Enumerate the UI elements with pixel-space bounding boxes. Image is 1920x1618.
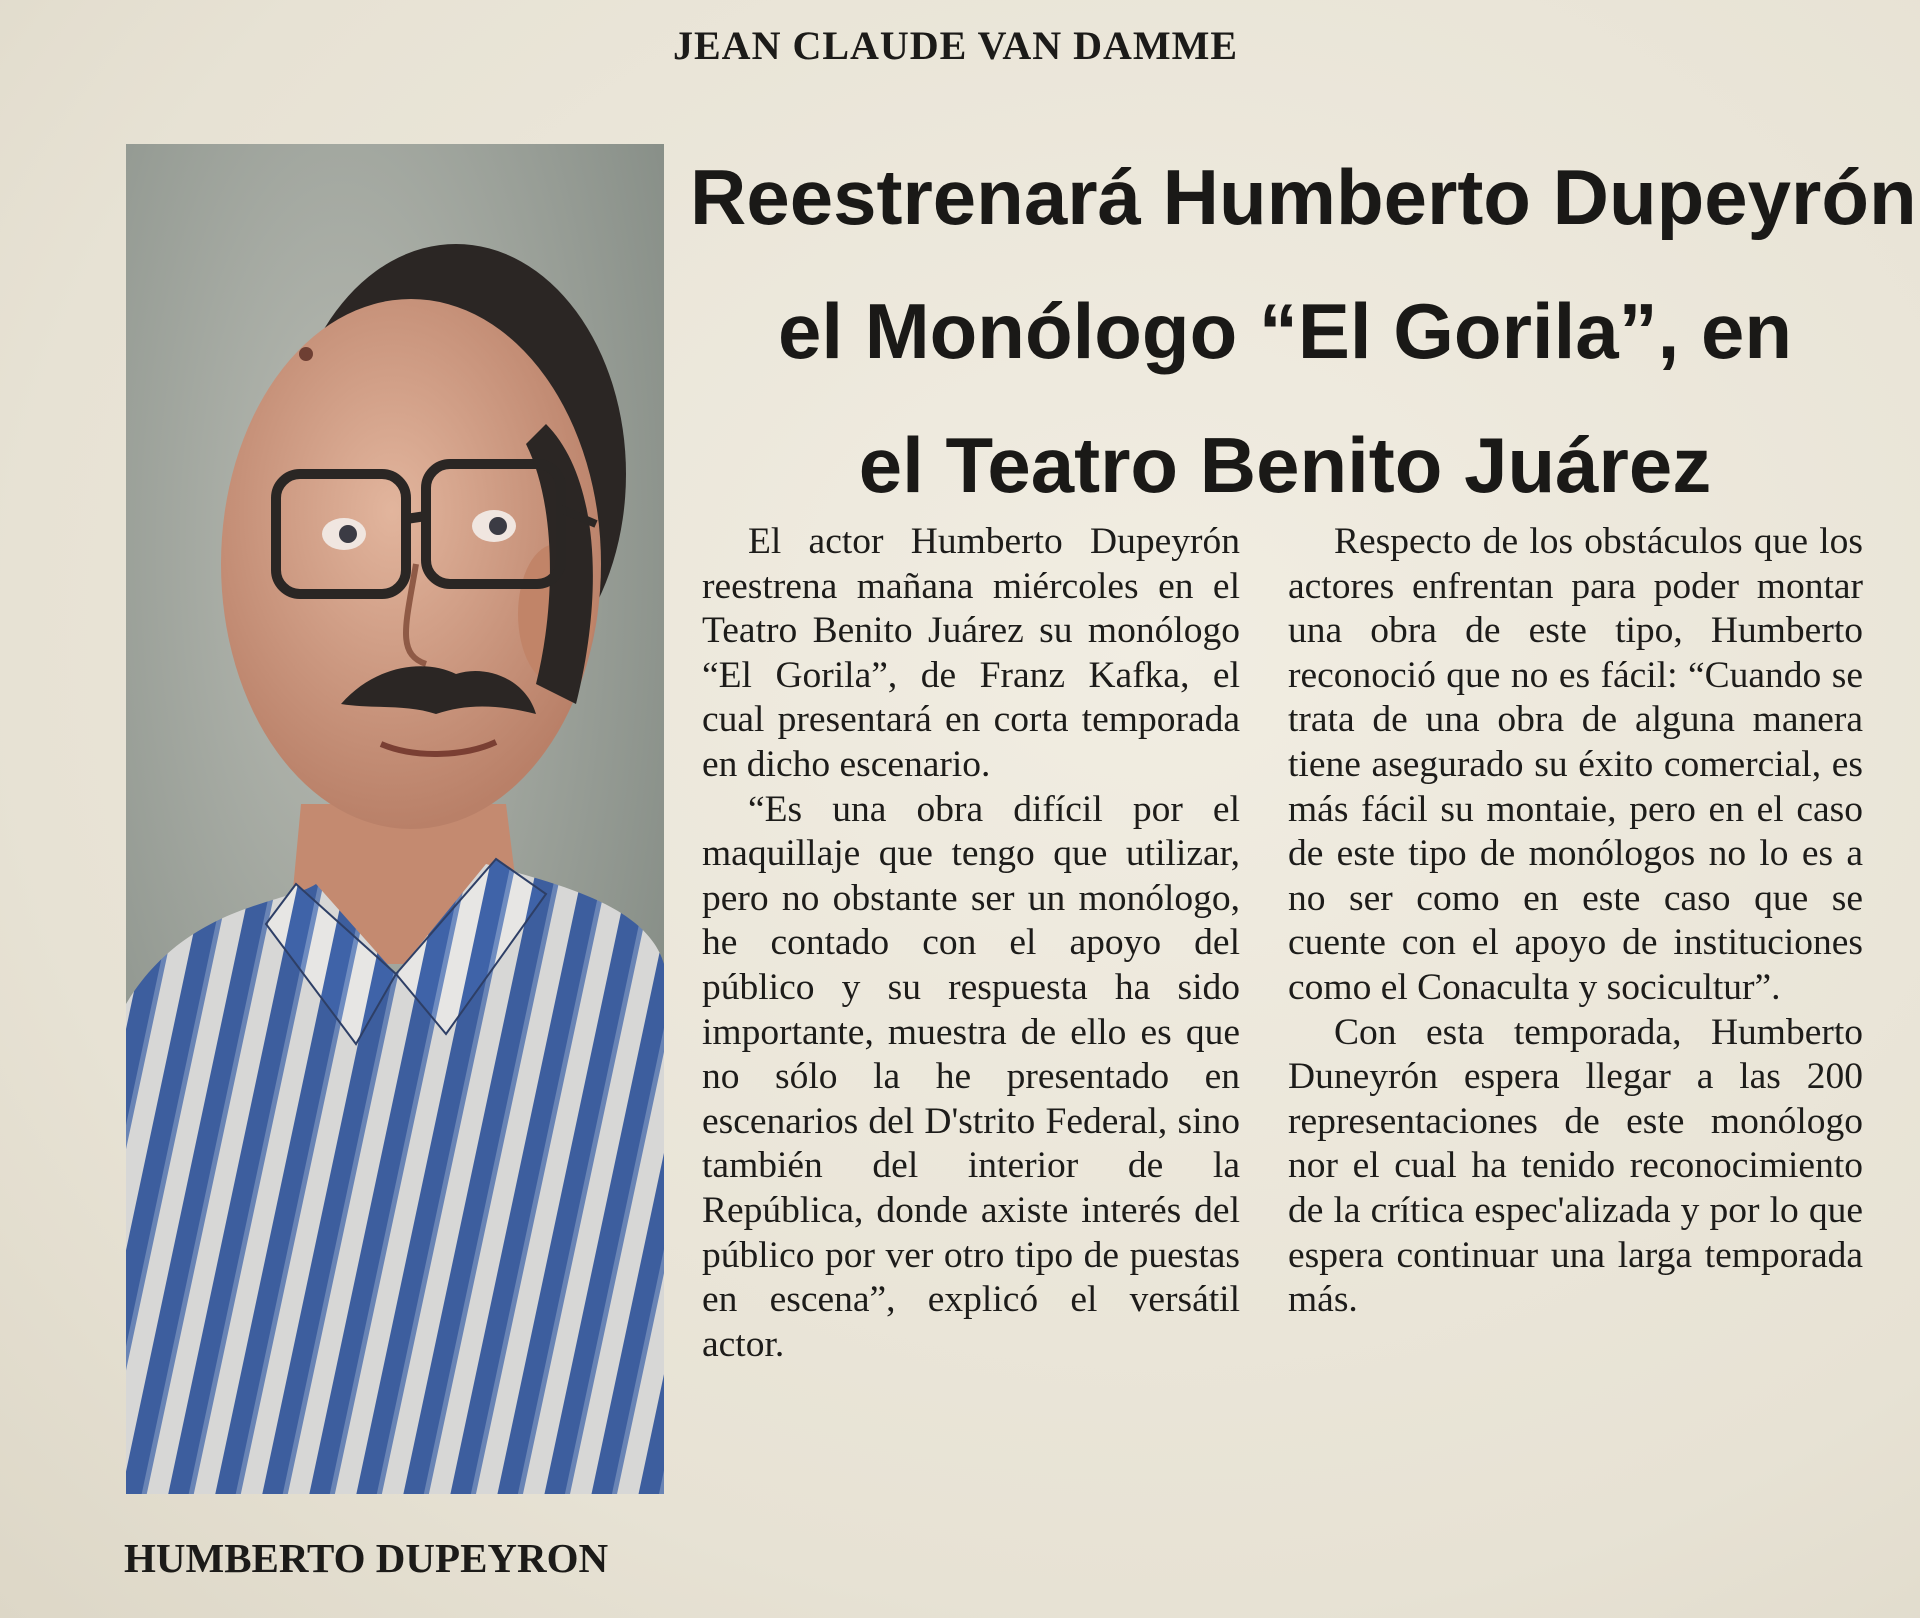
article-column-2: [1288, 520, 1863, 1323]
article-column-1: [702, 520, 1240, 1367]
article-headline: [690, 130, 1917, 532]
column-2-paragraph-2: Con esta temporada, Humberto Duneyrón espera llegar a las 200 representaciones de este monólogo nor el cual ha tenido reconocimiento de la crítica espec'alizada y por lo que espera continuar una larga temporada más.: [1288, 1011, 1863, 1321]
column-2-paragraph-1: Respecto de los obstáculos que los actores enfrentan para poder montar una obra de este tipo, Humberto reconoció que no es fácil: “Cuando se trata de una obra de alguna manera tiene asegurado su éxito comercial, es más fácil su montaie, pero en el caso de este tipo de monólogos no lo es a no ser como en este caso que se cuente con el apoyo de instituciones como el Conaculta y socicultur”.: [1288, 521, 1863, 1008]
section-kicker: JEAN CLAUDE VAN DAMME: [673, 23, 1239, 68]
headline-line-2: el Monólogo “El Gorila”, en: [777, 287, 1793, 375]
column-1-paragraph-2: “Es una obra difícil por el maquillaje que tengo que utilizar, pero no obstante ser un monólogo, he contado con el apoyo del público y su respuesta ha sido importante, muestra de ello es que no sólo la he presentado en escenarios del D'strito Federal, sino también del interior de la República, donde axiste interés del público por ver otro tipo de puestas en escena”, explicó el versátil actor.: [702, 788, 1240, 1365]
column-1-paragraph-1: El actor Humberto Dupeyrón reestrena mañana miércoles en el Teatro Benito Juárez su monólogo “El Gorila”, de Franz Kafka, el cual presentará en corta temporada en dicho escenario.: [702, 521, 1240, 785]
headline-line-1: Reestrenará Humberto Dupeyrón: [690, 153, 1917, 241]
portrait-illustration: [126, 144, 664, 1494]
headline-line-3: el Teatro Benito Juárez: [858, 421, 1712, 509]
photo-caption: HUMBERTO DUPEYRON: [124, 1535, 609, 1581]
portrait-photo: [126, 144, 664, 1494]
